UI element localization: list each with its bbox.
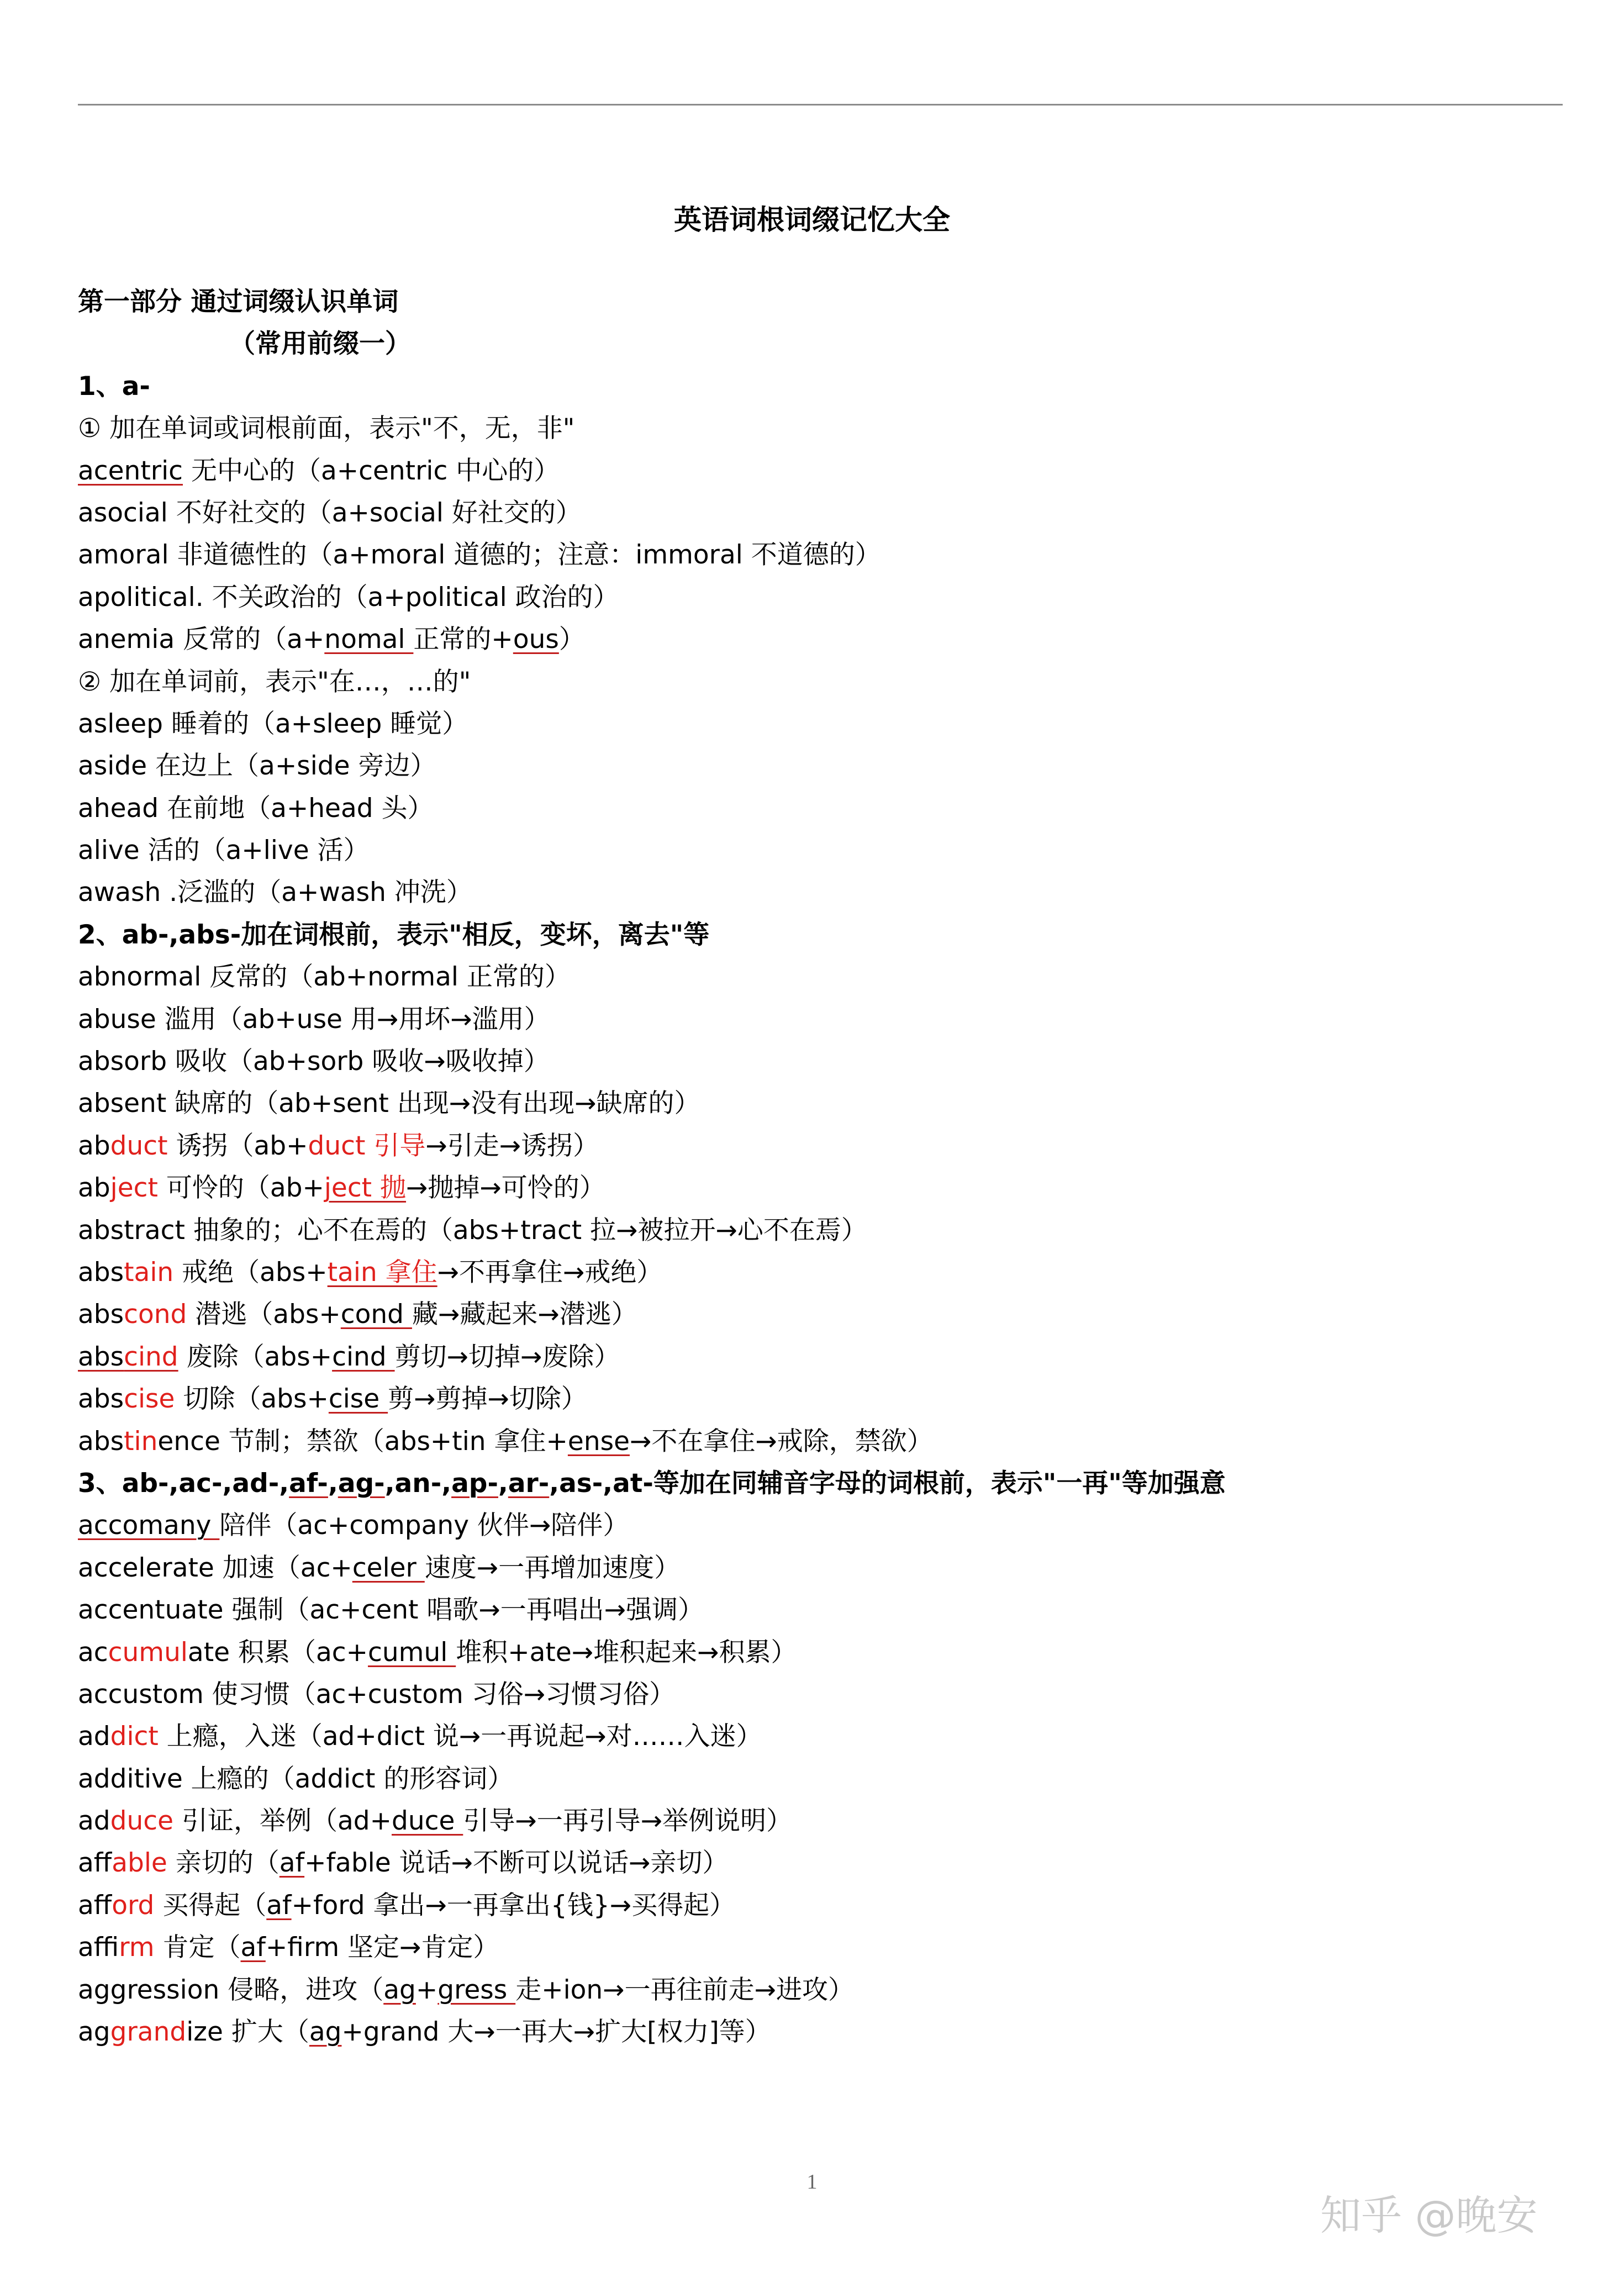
- text-segment: 陪伴（ac+company 伙伴→陪伴）: [219, 1510, 629, 1541]
- text-segment: asocial 不好社交的（a+social 好社交的）: [78, 497, 582, 528]
- root-highlight: tain: [124, 1257, 174, 1288]
- vocab-line: [78, 1167, 1558, 1209]
- root-highlight: ject: [110, 1173, 158, 1204]
- root-highlight: cise: [124, 1384, 175, 1415]
- text-segment: accustom 使习惯（ac+custom 习俗→习惯习俗）: [78, 1679, 676, 1710]
- vocab-line: [78, 956, 1558, 998]
- vocab-line: [78, 1800, 1558, 1842]
- text-segment: af: [78, 1848, 112, 1879]
- text-segment: 堆积+ate→堆积起来→积累）: [456, 1637, 797, 1668]
- text-segment: ize 扩大（: [186, 2017, 309, 2048]
- section-heading: [78, 323, 1558, 365]
- text-segment: →不在拿住→戒除，禁欲）: [630, 1426, 933, 1457]
- section-heading: [78, 366, 1558, 408]
- text-segment: 无中心的（a+centric 中心的）: [183, 455, 560, 486]
- text-segment: 走+ion→一再往前走→进攻）: [515, 1974, 854, 2005]
- vocab-line: [78, 1589, 1558, 1631]
- underlined-text: ense: [567, 1426, 630, 1457]
- text-segment: ate 积累（ac+: [187, 1637, 368, 1668]
- root-highlight: firm: [119, 1932, 155, 1963]
- text-segment: ad: [78, 1721, 110, 1752]
- text-segment: ① 加在单词或词根前面，表示"不，无，非": [78, 413, 575, 444]
- root-highlight: duct: [110, 1130, 168, 1161]
- text-segment: 2、ab-,abs-加在词根前，表示"相反，变坏，离去"等: [78, 919, 710, 950]
- vocab-line: [78, 1505, 1558, 1547]
- text-segment: accelerate 加速（ac+: [78, 1552, 352, 1583]
- text-segment: abs: [78, 1257, 124, 1288]
- vocab-line: [78, 1842, 1558, 1884]
- vocab-line: [78, 1125, 1558, 1167]
- underlined-text: ous: [513, 624, 559, 655]
- underlined-text: accomany: [78, 1510, 220, 1541]
- text-segment: +grand 大→一再大→扩大[权力]等）: [341, 2017, 771, 2048]
- vocab-line: [78, 1336, 1558, 1378]
- text-segment: 速度→一再增加速度）: [424, 1552, 681, 1583]
- text-segment: 剪切→切掉→废除）: [394, 1341, 620, 1372]
- text-segment: ahead 在前地（a+head 头）: [78, 793, 434, 824]
- text-segment: 上瘾，入迷（ad+dict 说→一再说起→对……入迷）: [158, 1721, 762, 1752]
- text-segment: +fable 说话→不断可以说话→亲切）: [304, 1848, 729, 1879]
- root-highlight: cind: [124, 1341, 178, 1372]
- vocab-line: [78, 830, 1558, 872]
- text-segment: →引走→诱拐）: [425, 1130, 599, 1161]
- text-segment: ）: [558, 624, 585, 655]
- vocab-line: [78, 1041, 1558, 1083]
- underlined-text: ag-: [338, 1468, 385, 1499]
- text-segment: abs: [78, 1426, 124, 1457]
- text-segment: ac: [78, 1637, 108, 1668]
- text-segment: ,: [328, 1468, 338, 1499]
- vocab-line: [78, 1885, 1558, 1927]
- underlined-text: ar-: [508, 1468, 550, 1499]
- text-segment: +: [415, 1974, 438, 2005]
- vocab-line: [78, 1210, 1558, 1252]
- text-segment: 3、ab-,ac-,ad-,: [78, 1468, 289, 1499]
- underlined-text: cumul: [368, 1637, 456, 1668]
- text-segment: +firm 坚定→肯定）: [265, 1932, 499, 1963]
- text-segment: ad: [78, 1806, 110, 1837]
- vocab-line: [78, 492, 1558, 534]
- text-segment: aggression 侵略，进攻（: [78, 1974, 384, 2005]
- vocab-line: [78, 534, 1558, 576]
- header-rule: [78, 104, 1563, 106]
- document-body: [78, 281, 1558, 2053]
- text-segment: amoral 非道德性的（a+moral 道德的；注意：immoral 不道德的）: [78, 540, 881, 571]
- vocab-line: [78, 1378, 1558, 1420]
- vocab-line: [78, 1547, 1558, 1589]
- text-segment: ab: [78, 1130, 110, 1161]
- underlined-text: duce: [392, 1806, 463, 1837]
- text-segment: 肯定（: [154, 1932, 241, 1963]
- text-segment: anemia 反常的（a+: [78, 624, 325, 655]
- text-segment: abnormal 反常的（ab+normal 正常的）: [78, 962, 571, 993]
- vocab-line: [78, 999, 1558, 1041]
- vocab-line: [78, 1716, 1558, 1758]
- text-segment: apolitical. 不关政治的（a+political 政治的）: [78, 582, 619, 613]
- vocab-line: [78, 1758, 1558, 1800]
- text-segment: abstract 抽象的；心不在焉的（abs+tract 拉→被拉开→心不在焉）: [78, 1215, 867, 1246]
- text-segment: abuse 滥用（ab+use 用→用坏→滥用）: [78, 1004, 550, 1035]
- vocab-line: [78, 1083, 1558, 1125]
- text-segment: 潜逃（abs+: [187, 1299, 341, 1330]
- vocab-line: [78, 1969, 1558, 2011]
- text-segment: 诱拐（ab+: [167, 1130, 308, 1161]
- underlined-text: af: [266, 1890, 292, 1921]
- underlined-text: af: [279, 1848, 305, 1879]
- text-segment: abs: [78, 1299, 124, 1330]
- text-segment: →不再拿住→戒绝）: [437, 1257, 663, 1288]
- text-segment: abs: [78, 1384, 124, 1415]
- text-segment: accentuate 强制（ac+cent 唱歌→一再唱出→强调）: [78, 1595, 704, 1626]
- text-segment: af: [78, 1890, 112, 1921]
- root-highlight: duct 引导: [308, 1130, 426, 1161]
- root-highlight: fable: [112, 1848, 167, 1879]
- text-segment: 废除（abs+: [178, 1341, 333, 1372]
- root-highlight: cond: [124, 1299, 187, 1330]
- underlined-text: af-: [289, 1468, 328, 1499]
- text-segment: ab: [78, 1173, 110, 1204]
- root-highlight: ject 抛: [324, 1173, 407, 1204]
- underlined-text: celer: [352, 1552, 425, 1583]
- text-segment: 正常的+: [413, 624, 513, 655]
- vocab-line: [78, 788, 1558, 830]
- text-segment: （常用前缀一）: [229, 329, 411, 360]
- text-segment: absent 缺席的（ab+sent 出现→没有出现→缺席的）: [78, 1088, 700, 1119]
- text-segment: ,: [498, 1468, 508, 1499]
- text-segment: 引证，举例（ad+: [173, 1806, 392, 1837]
- vocab-line: [78, 1674, 1558, 1716]
- text-segment: 第一部分 通过词缀认识单词: [78, 287, 399, 317]
- text-segment: additive 上瘾的（addict 的形容词）: [78, 1763, 514, 1794]
- document-title: 英语词根词缀记忆大全: [674, 204, 950, 236]
- text-segment: 藏→藏起来→潜逃）: [412, 1299, 637, 1330]
- root-highlight: ford: [112, 1890, 155, 1921]
- watermark: 知乎 @晚安: [1320, 2192, 1538, 2239]
- underlined-text: nomal: [324, 624, 414, 655]
- text-segment: aside 在边上（a+side 旁边）: [78, 751, 436, 782]
- text-segment: 1、a-: [78, 371, 150, 402]
- text-segment: 剪→剪掉→切除）: [388, 1384, 587, 1415]
- text-segment: ,as-,at-等加在同辅音字母的词根前，表示"一再"等加强意: [549, 1468, 1226, 1499]
- vocab-line: [78, 619, 1558, 661]
- underlined-text: af: [240, 1932, 266, 1963]
- vocab-line: [78, 577, 1558, 619]
- text-segment: ag: [78, 2017, 110, 2048]
- vocab-line: [78, 872, 1558, 914]
- section-heading: [78, 1463, 1558, 1505]
- underlined-text: abs: [78, 1341, 124, 1372]
- underlined-text: cond: [340, 1299, 412, 1330]
- text-segment: 戒绝（abs+: [173, 1257, 328, 1288]
- root-highlight: tin: [124, 1426, 158, 1457]
- underlined-text: acentric: [78, 455, 183, 486]
- root-highlight: grand: [110, 2017, 187, 2048]
- vocab-line: [78, 745, 1558, 787]
- vocab-line: [78, 1421, 1558, 1463]
- underlined-text: ag: [383, 1974, 416, 2005]
- vocab-line: [78, 1294, 1558, 1336]
- section-heading: [78, 914, 1558, 956]
- text-segment: ② 加在单词前，表示"在…，…的": [78, 666, 471, 697]
- text-segment: af: [78, 1932, 119, 1963]
- text-segment: 买得起（: [154, 1890, 267, 1921]
- vocab-line: [78, 2011, 1558, 2053]
- text-segment: 切除（abs+: [175, 1384, 329, 1415]
- vocab-line: [78, 408, 1558, 450]
- text-segment: awash .泛滥的（a+wash 冲洗）: [78, 877, 472, 908]
- vocab-line: [78, 703, 1558, 745]
- underlined-text: cise: [328, 1384, 388, 1415]
- vocab-line: [78, 1632, 1558, 1674]
- text-segment: +ford 拿出→一再拿出{钱}→买得起）: [291, 1890, 736, 1921]
- root-highlight: dict: [110, 1721, 159, 1752]
- text-segment: asleep 睡着的（a+sleep 睡觉）: [78, 708, 468, 739]
- underlined-text: cind: [332, 1341, 395, 1372]
- vocab-line: [78, 661, 1558, 703]
- text-segment: →抛掉→可怜的）: [406, 1173, 605, 1204]
- root-highlight: tain 拿住: [327, 1257, 437, 1288]
- page-number: 1: [806, 2170, 818, 2194]
- text-segment: ,an-,: [384, 1468, 452, 1499]
- text-segment: 引导→一再引导→举例说明）: [463, 1806, 793, 1837]
- vocab-line: [78, 1927, 1558, 1969]
- root-highlight: cumul: [108, 1637, 188, 1668]
- underlined-text: ag: [309, 2017, 342, 2048]
- root-highlight: duce: [110, 1806, 174, 1837]
- underlined-text: gress: [437, 1974, 516, 2005]
- vocab-line: [78, 1252, 1558, 1294]
- text-segment: 可怜的（ab+: [157, 1173, 324, 1204]
- text-segment: ence 节制；禁欲（abs+tin 拿住+: [157, 1426, 568, 1457]
- text-segment: 亲切的（: [167, 1848, 280, 1879]
- text-segment: alive 活的（a+live 活）: [78, 835, 370, 866]
- section-heading: [78, 281, 1558, 323]
- text-segment: absorb 吸收（ab+sorb 吸收→吸收掉）: [78, 1046, 550, 1077]
- vocab-line: [78, 450, 1558, 492]
- underlined-text: ap-: [451, 1468, 498, 1499]
